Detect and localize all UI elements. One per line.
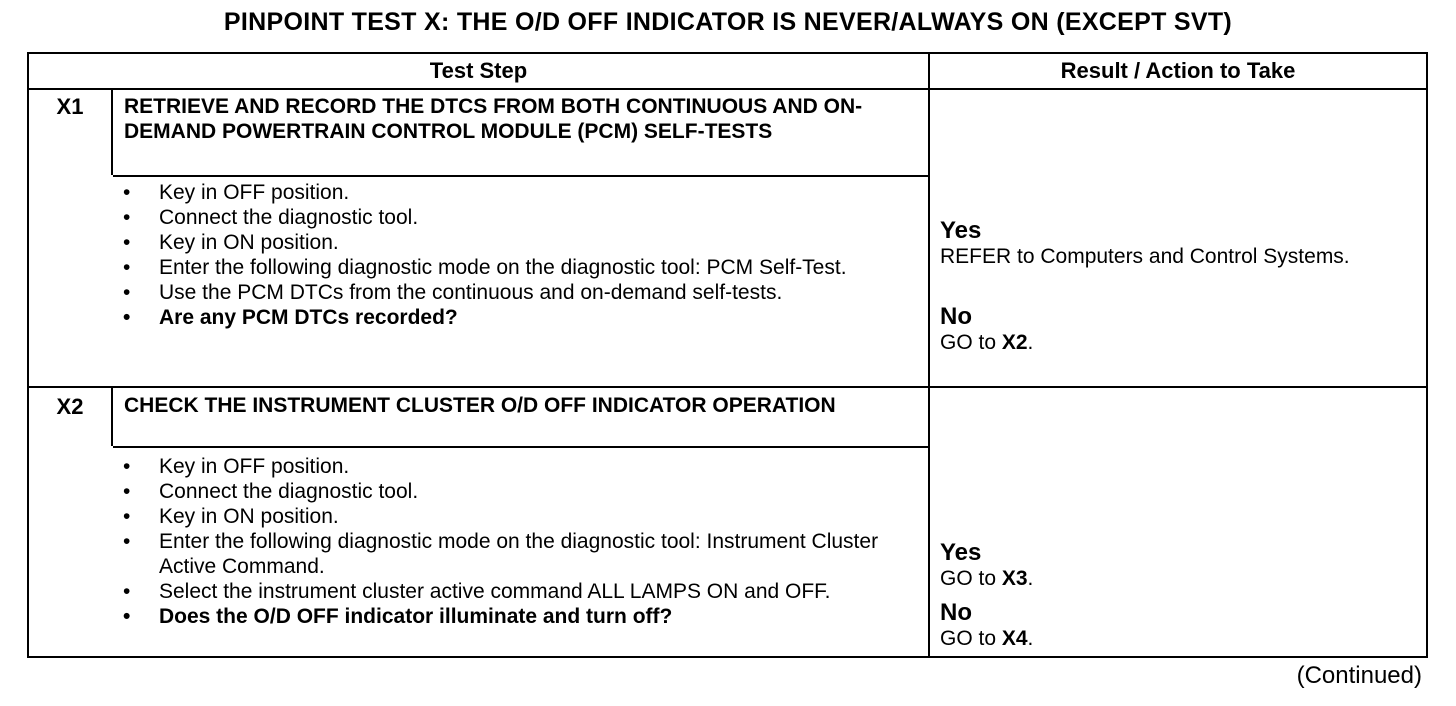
no-action: GO to X4.	[940, 627, 1034, 650]
list-item-question: • Are any PCM DTCs recorded?	[123, 306, 458, 329]
no-label: No	[940, 303, 972, 330]
pinpoint-test-table	[27, 52, 1428, 658]
yes-action: REFER to Computers and Control Systems.	[940, 245, 1350, 268]
step-list-x2	[119, 454, 899, 629]
list-item: • Key in ON position.	[123, 231, 339, 254]
column-divider	[928, 54, 930, 656]
column-header-result: Result / Action to Take	[930, 54, 1426, 90]
no-label: No	[940, 599, 972, 626]
list-item: • Select the instrument cluster active command ALL LAMPS ON and OFF.	[123, 580, 831, 603]
step-id-x1: X1	[56, 94, 84, 119]
step-id-x2: X2	[56, 394, 84, 419]
list-item: • Enter the following diagnostic mode on the diagnostic tool: PCM Self-Test.	[123, 256, 847, 279]
list-item-question: • Does the O/D OFF indicator illuminate and turn off?	[123, 605, 673, 628]
step-title-x2: CHECK THE INSTRUMENT CLUSTER O/D OFF INDICATOR OPERATION	[124, 394, 836, 417]
result-x2	[940, 540, 1410, 651]
no-action: GO to X2.	[940, 331, 1034, 354]
page-title: PINPOINT TEST X: THE O/D OFF INDICATOR IS NEVER/ALWAYS ON (EXCEPT SVT)	[223, 8, 1233, 36]
step-link-x2: X2	[1001, 331, 1028, 354]
list-item: • Use the PCM DTCs from the continuous and on-demand self-tests.	[123, 281, 783, 304]
step-link-x3: X3	[1001, 567, 1028, 590]
list-item: • Key in OFF position.	[123, 455, 350, 478]
id-divider-x2	[111, 388, 113, 446]
continued-note: (Continued)	[1296, 662, 1422, 689]
list-item: • Key in OFF position.	[123, 181, 350, 204]
list-item: • Connect the diagnostic tool.	[123, 206, 419, 229]
yes-label: Yes	[940, 217, 982, 244]
list-item: • Key in ON position.	[123, 505, 339, 528]
x1-title-divider	[113, 175, 928, 177]
list-item: • Connect the diagnostic tool.	[123, 480, 419, 503]
column-header-test-step: Test Step	[29, 54, 928, 90]
id-divider-x1	[111, 90, 113, 175]
step-title-x1: RETRIEVE AND RECORD THE DTCS FROM BOTH CONTINUOUS AND ON-DEMAND POWERTRAIN CONTROL MODULE (PCM) SELF-TESTS	[124, 95, 863, 143]
step-list-x1	[119, 180, 899, 330]
yes-action: GO to X3.	[940, 567, 1034, 590]
step-divider	[29, 386, 1426, 388]
step-link-x4: X4	[1001, 627, 1028, 650]
x2-title-divider	[113, 446, 928, 448]
list-item: • Enter the following diagnostic mode on the diagnostic tool: Instrument Cluster Active Command.	[123, 530, 879, 578]
yes-label: Yes	[940, 539, 982, 566]
result-x1	[940, 218, 1410, 355]
